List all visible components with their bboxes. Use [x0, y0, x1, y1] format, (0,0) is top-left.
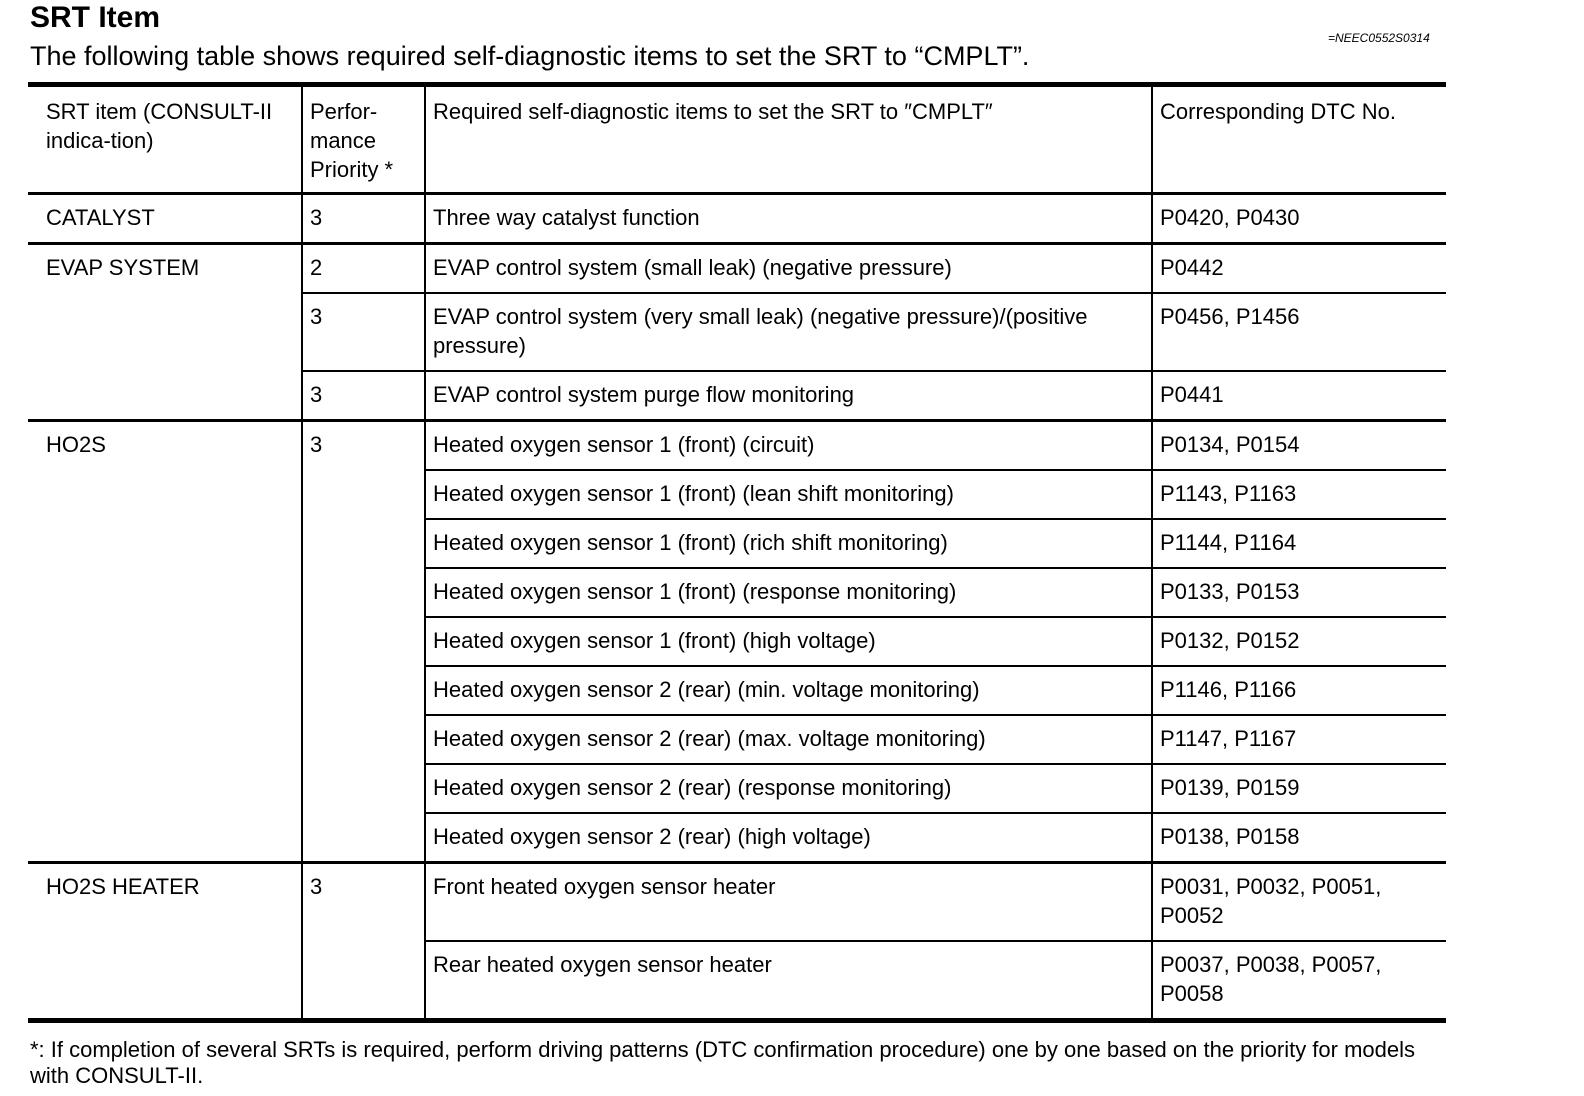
diagnostic-item-cell: Rear heated oxygen sensor heater: [425, 941, 1152, 1021]
dtc-cell: P0456, P1456: [1152, 293, 1446, 371]
header-dtc: Corresponding DTC No.: [1152, 85, 1446, 194]
header-srt-item: SRT item (CONSULT-II indica-tion): [28, 85, 302, 194]
diagnostic-item-cell: Heated oxygen sensor 2 (rear) (max. voltage monitoring): [425, 715, 1152, 764]
dtc-cell: P0031, P0032, P0051, P0052: [1152, 863, 1446, 942]
document-code: =NEEC0552S0314: [1328, 31, 1430, 45]
header-priority: Perfor-mance Priority *: [302, 85, 425, 194]
priority-cell: 2: [302, 244, 425, 294]
table-footnote: *: If completion of several SRTs is required, perform driving patterns (DTC confirmation procedure) one by one based on the priority for models with CONSULT-II.: [30, 1037, 1416, 1088]
table-header-row: [28, 85, 1446, 194]
priority-cell: 3: [302, 863, 425, 1021]
diagnostic-item-cell: Heated oxygen sensor 2 (rear) (response monitoring): [425, 764, 1152, 813]
table-row: [28, 244, 1446, 294]
dtc-cell: P0037, P0038, P0057, P0058: [1152, 941, 1446, 1021]
diagnostic-item-cell: Heated oxygen sensor 1 (front) (response monitoring): [425, 568, 1152, 617]
dtc-cell: P0420, P0430: [1152, 194, 1446, 244]
diagnostic-item-cell: Heated oxygen sensor 2 (rear) (high voltage): [425, 813, 1152, 863]
dtc-cell: P0441: [1152, 371, 1446, 421]
dtc-cell: P1146, P1166: [1152, 666, 1446, 715]
priority-cell: 3: [302, 194, 425, 244]
srt-item-cell: EVAP SYSTEM: [28, 244, 302, 421]
diagnostic-item-cell: Heated oxygen sensor 1 (front) (high voltage): [425, 617, 1152, 666]
table-row: [28, 863, 1446, 942]
priority-cell: 3: [302, 293, 425, 371]
srt-item-cell: HO2S: [28, 421, 302, 863]
diagnostic-item-cell: Heated oxygen sensor 1 (front) (rich shift monitoring): [425, 519, 1152, 568]
dtc-cell: P0138, P0158: [1152, 813, 1446, 863]
priority-cell: 3: [302, 371, 425, 421]
diagnostic-item-cell: Heated oxygen sensor 1 (front) (circuit): [425, 421, 1152, 471]
diagnostic-item-cell: Heated oxygen sensor 2 (rear) (min. voltage monitoring): [425, 666, 1152, 715]
table-row: [28, 421, 1446, 471]
diagnostic-item-cell: EVAP control system (very small leak) (negative pressure)/(positive pressure): [425, 293, 1152, 371]
diagnostic-item-cell: Heated oxygen sensor 1 (front) (lean shift monitoring): [425, 470, 1152, 519]
diagnostic-item-cell: Front heated oxygen sensor heater: [425, 863, 1152, 942]
dtc-cell: P0132, P0152: [1152, 617, 1446, 666]
srt-item-cell: CATALYST: [28, 194, 302, 244]
table-row: [28, 194, 1446, 244]
diagnostic-item-cell: EVAP control system (small leak) (negative pressure): [425, 244, 1152, 294]
priority-cell: 3: [302, 421, 425, 863]
page-subtitle: The following table shows required self-diagnostic items to set the SRT to “CMPLT”.: [30, 41, 1030, 71]
srt-item-table: [28, 82, 1446, 1023]
dtc-cell: P1143, P1163: [1152, 470, 1446, 519]
diagnostic-item-cell: EVAP control system purge flow monitoring: [425, 371, 1152, 421]
dtc-cell: P0134, P0154: [1152, 421, 1446, 471]
dtc-cell: P1144, P1164: [1152, 519, 1446, 568]
srt-item-cell: HO2S HEATER: [28, 863, 302, 1021]
dtc-cell: P0442: [1152, 244, 1446, 294]
dtc-cell: P1147, P1167: [1152, 715, 1446, 764]
dtc-cell: P0139, P0159: [1152, 764, 1446, 813]
page-title: SRT Item: [30, 1, 161, 34]
diagnostic-item-cell: Three way catalyst function: [425, 194, 1152, 244]
dtc-cell: P0133, P0153: [1152, 568, 1446, 617]
header-required-items: Required self-diagnostic items to set the SRT to ″CMPLT″: [425, 85, 1152, 194]
